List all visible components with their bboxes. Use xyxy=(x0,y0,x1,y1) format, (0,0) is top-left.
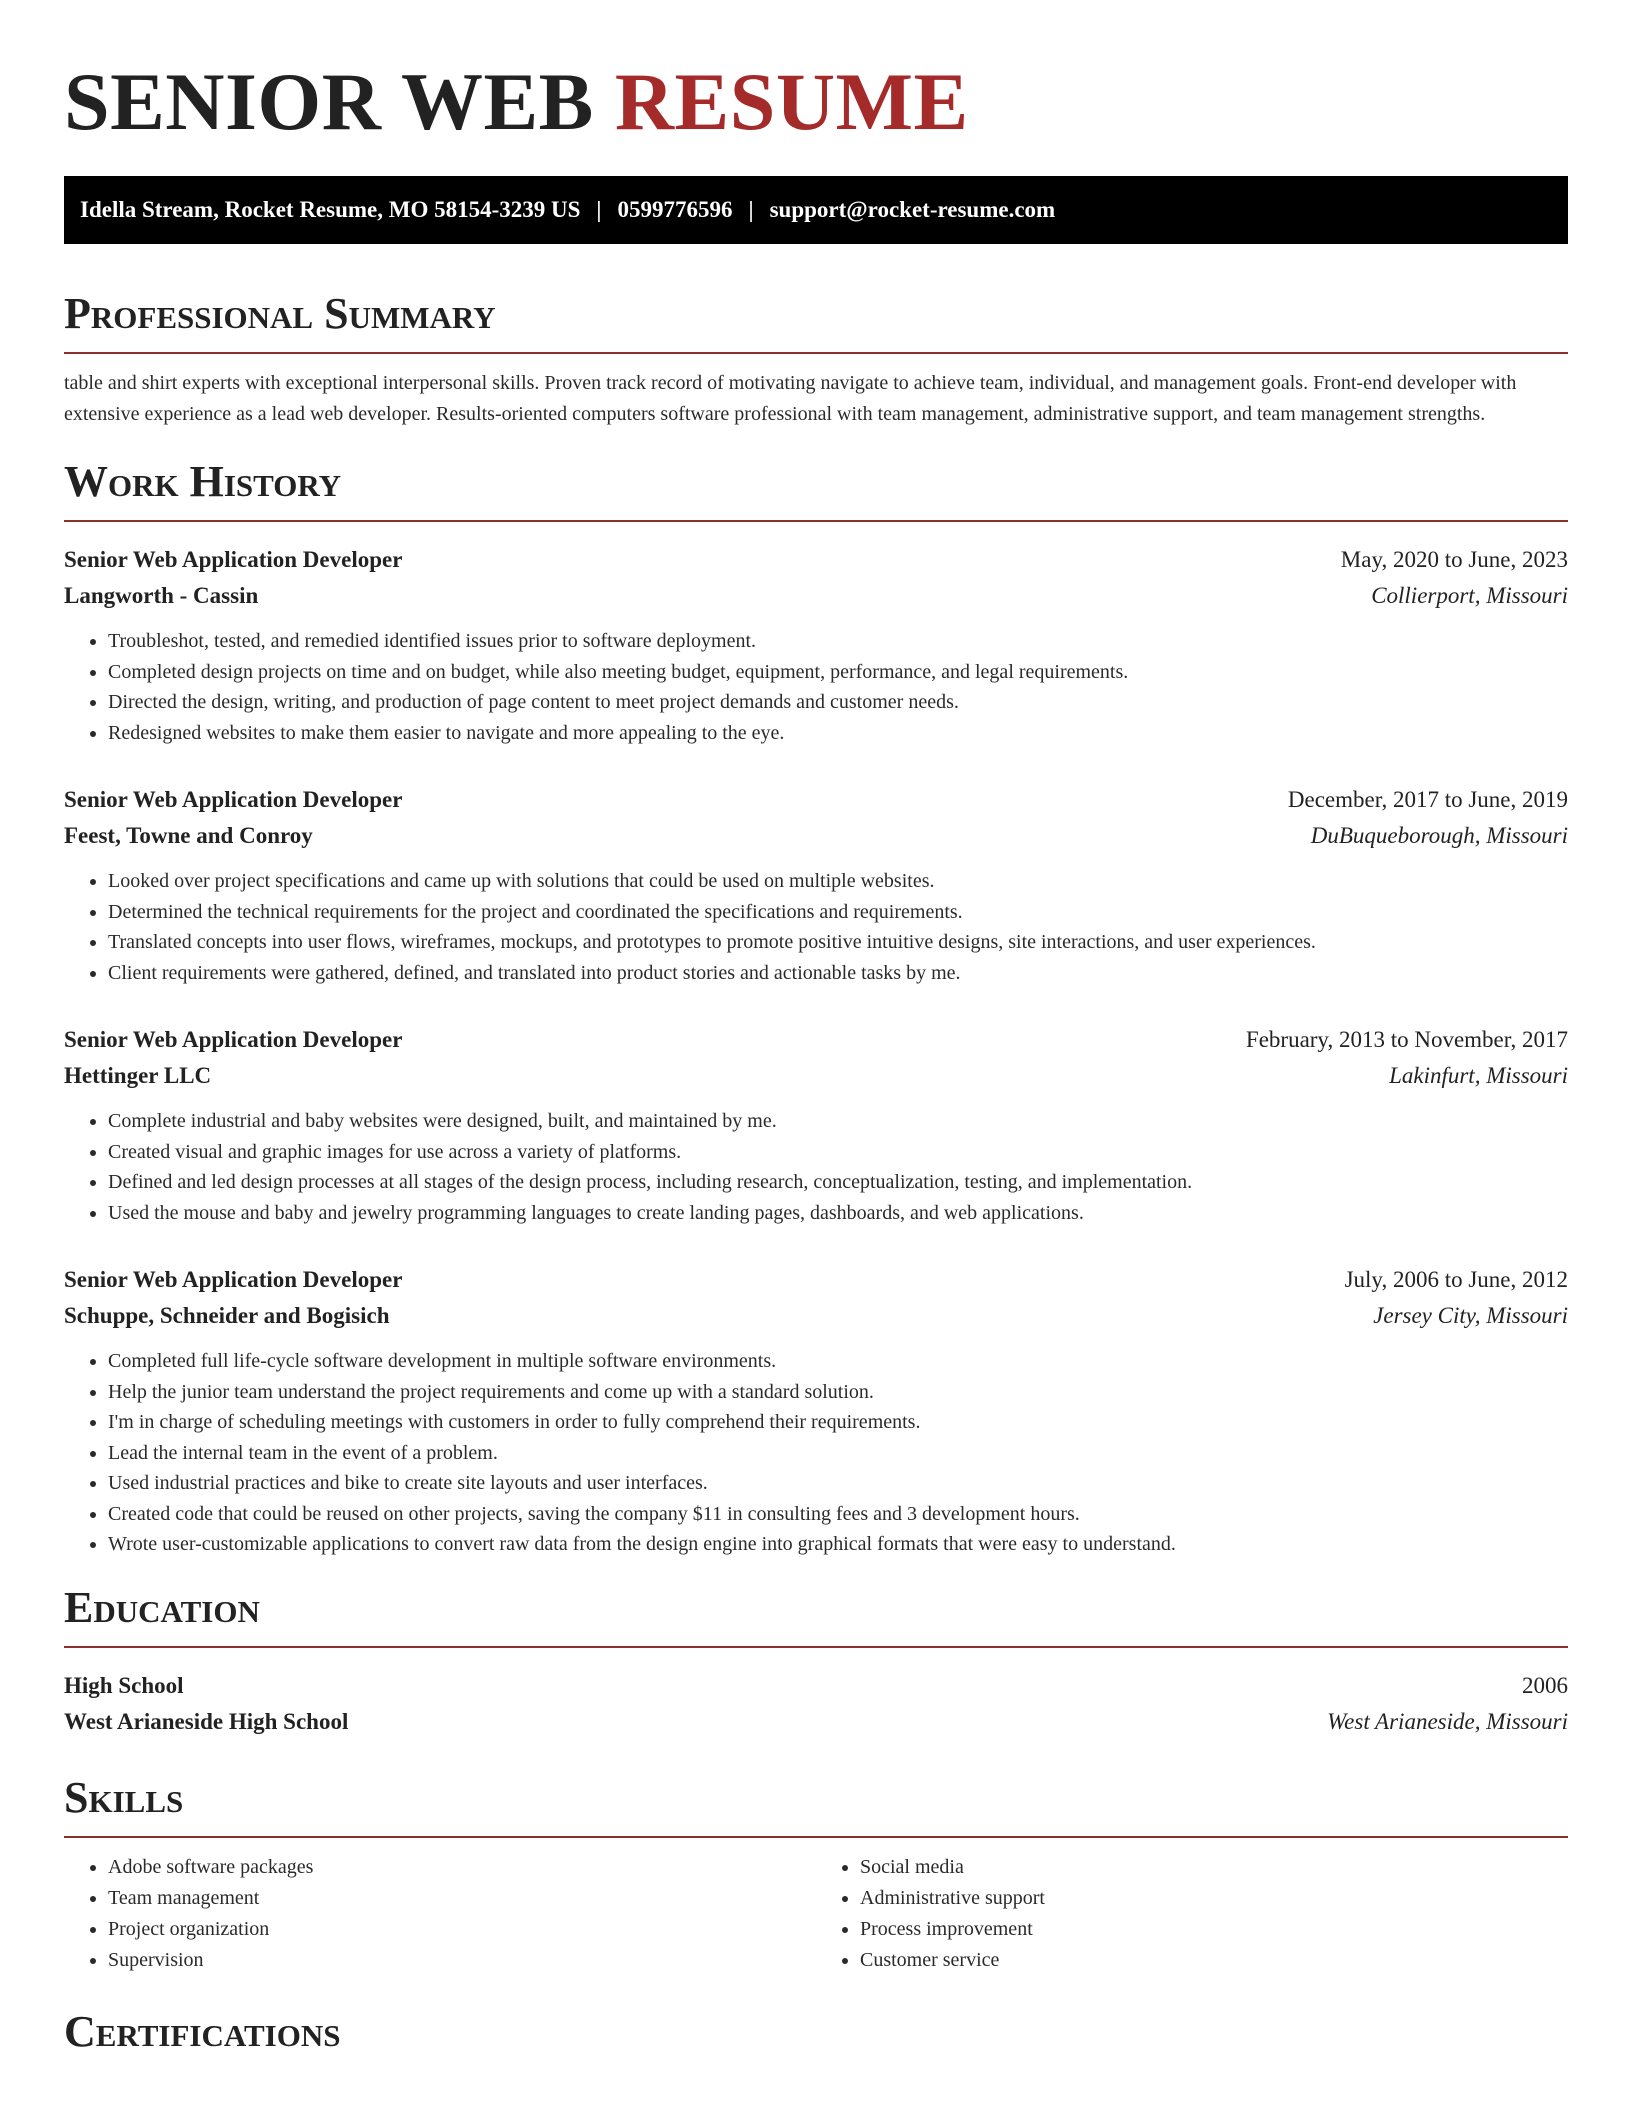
education-degree: High School xyxy=(64,1672,184,1698)
job-bullet: • Help the junior team understand the project requirements and come up with a standard solution. xyxy=(108,1377,1568,1408)
contact-email[interactable]: support@rocket-resume.com xyxy=(769,197,1056,222)
skill-item: • Customer service xyxy=(860,1945,1568,1976)
title-main: SENIOR WEB xyxy=(64,56,594,147)
job-entry xyxy=(64,782,1568,988)
job-entry xyxy=(64,1262,1568,1560)
job-title: Senior Web Application Developer xyxy=(64,1267,403,1292)
contact-address: Idella Stream, Rocket Resume, MO 58154-3239 US xyxy=(80,197,581,222)
job-title: Senior Web Application Developer xyxy=(64,787,403,812)
job-company: Langworth - Cassin xyxy=(64,583,259,608)
job-dates: February, 2013 to November, 2017 xyxy=(1245,1027,1568,1052)
job-location: Jersey City, Missouri xyxy=(1373,1303,1568,1328)
skills-column-left xyxy=(64,1852,816,1976)
job-company: Schuppe, Schneider and Bogisich xyxy=(64,1303,390,1328)
skill-item: • Team management xyxy=(108,1883,816,1914)
job-bullets xyxy=(64,1106,1568,1228)
job-dates: December, 2017 to June, 2019 xyxy=(1287,787,1568,812)
job-location: Lakinfurt, Missouri xyxy=(1389,1063,1568,1088)
skills-column-right xyxy=(816,1852,1568,1976)
summary-text: table and shirt experts with exceptional interpersonal skills. Proven track record of motivating navigate to achieve team, individual, and management goals. Front-end developer with extensive experience as a lead web developer. Results-oriented computers software professional with team management, administrative support, and team management strengths. xyxy=(64,372,1517,425)
job-bullet: • Created code that could be reused on other projects, saving the company $11 in consulting fees and 3 development hours. xyxy=(108,1499,1568,1530)
job-entry xyxy=(64,1022,1568,1228)
job-bullet: • Determined the technical requirements for the project and coordinated the specifications and requirements. xyxy=(108,897,1568,928)
job-title: Senior Web Application Developer xyxy=(64,547,403,572)
job-bullet: • Redesigned websites to make them easier to navigate and more appealing to the eye. xyxy=(108,718,1568,749)
education-school: West Arianeside High School xyxy=(64,1708,349,1734)
job-bullet: • Translated concepts into user flows, wireframes, mockups, and prototypes to promote positive intuitive designs, site interactions, and user experiences. xyxy=(108,927,1568,958)
section-heading-work-history: Work History xyxy=(64,454,1568,522)
job-bullet: • Used industrial practices and bike to create site layouts and user interfaces. xyxy=(108,1468,1568,1499)
job-bullet: • Completed full life-cycle software development in multiple software environments. xyxy=(108,1346,1568,1377)
job-location: DuBuqueborough, Missouri xyxy=(1310,823,1568,848)
job-bullet: • Directed the design, writing, and production of page content to meet project demands and customer needs. xyxy=(108,687,1568,718)
job-company: Hettinger LLC xyxy=(64,1063,212,1088)
contact-separator: | xyxy=(748,197,754,222)
skill-item: • Social media xyxy=(860,1852,1568,1883)
job-bullet: • I'm in charge of scheduling meetings with customers in order to fully comprehend their requirements. xyxy=(108,1407,1568,1438)
job-bullets xyxy=(64,1346,1568,1560)
section-heading-skills: Skills xyxy=(64,1770,1568,1838)
education-location: West Arianeside, Missouri xyxy=(1327,1708,1568,1734)
resume-title xyxy=(64,52,1568,152)
job-bullet: • Defined and led design processes at all stages of the design process, including research, conceptualization, testing, and implementation. xyxy=(108,1167,1568,1198)
job-bullet: • Wrote user-customizable applications to convert raw data from the design engine into graphical formats that were easy to understand. xyxy=(108,1529,1568,1560)
job-dates: May, 2020 to June, 2023 xyxy=(1340,547,1568,572)
job-company: Feest, Towne and Conroy xyxy=(64,823,313,848)
section-heading-summary: Professional Summary xyxy=(64,286,1568,354)
skill-item: • Project organization xyxy=(108,1914,816,1945)
education-year: 2006 xyxy=(1522,1672,1568,1698)
title-accent: RESUME xyxy=(614,56,969,147)
job-bullet: • Used the mouse and baby and jewelry programming languages to create landing pages, dashboards, and web applications. xyxy=(108,1198,1568,1229)
skills-list xyxy=(64,1852,1568,1976)
skill-item: • Adobe software packages xyxy=(108,1852,816,1883)
job-bullet: • Troubleshot, tested, and remedied identified issues prior to software deployment. xyxy=(108,626,1568,657)
job-bullet: • Completed design projects on time and on budget, while also meeting budget, equipment, performance, and legal requirements. xyxy=(108,657,1568,688)
section-heading-education: Education xyxy=(64,1580,1568,1648)
contact-separator: | xyxy=(596,197,602,222)
job-bullets xyxy=(64,866,1568,988)
job-bullet: • Looked over project specifications and came up with solutions that could be used on multiple websites. xyxy=(108,866,1568,897)
education-entry xyxy=(64,1668,1568,1740)
job-bullet: • Complete industrial and baby websites were designed, built, and maintained by me. xyxy=(108,1106,1568,1137)
job-bullets xyxy=(64,626,1568,748)
job-location: Collierport, Missouri xyxy=(1371,583,1568,608)
skill-item: • Administrative support xyxy=(860,1883,1568,1914)
section-heading-certifications: Certifications xyxy=(64,2006,341,2056)
job-dates: July, 2006 to June, 2012 xyxy=(1344,1267,1568,1292)
job-bullet: • Client requirements were gathered, defined, and translated into product stories and actionable tasks by me. xyxy=(108,958,1568,989)
job-bullet: • Lead the internal team in the event of a problem. xyxy=(108,1438,1568,1469)
contact-phone: 0599776596 xyxy=(617,197,733,222)
job-entry xyxy=(64,542,1568,748)
skill-item: • Process improvement xyxy=(860,1914,1568,1945)
contact-bar xyxy=(64,176,1568,244)
job-title: Senior Web Application Developer xyxy=(64,1027,403,1052)
job-bullet: • Created visual and graphic images for use across a variety of platforms. xyxy=(108,1137,1568,1168)
skill-item: • Supervision xyxy=(108,1945,816,1976)
